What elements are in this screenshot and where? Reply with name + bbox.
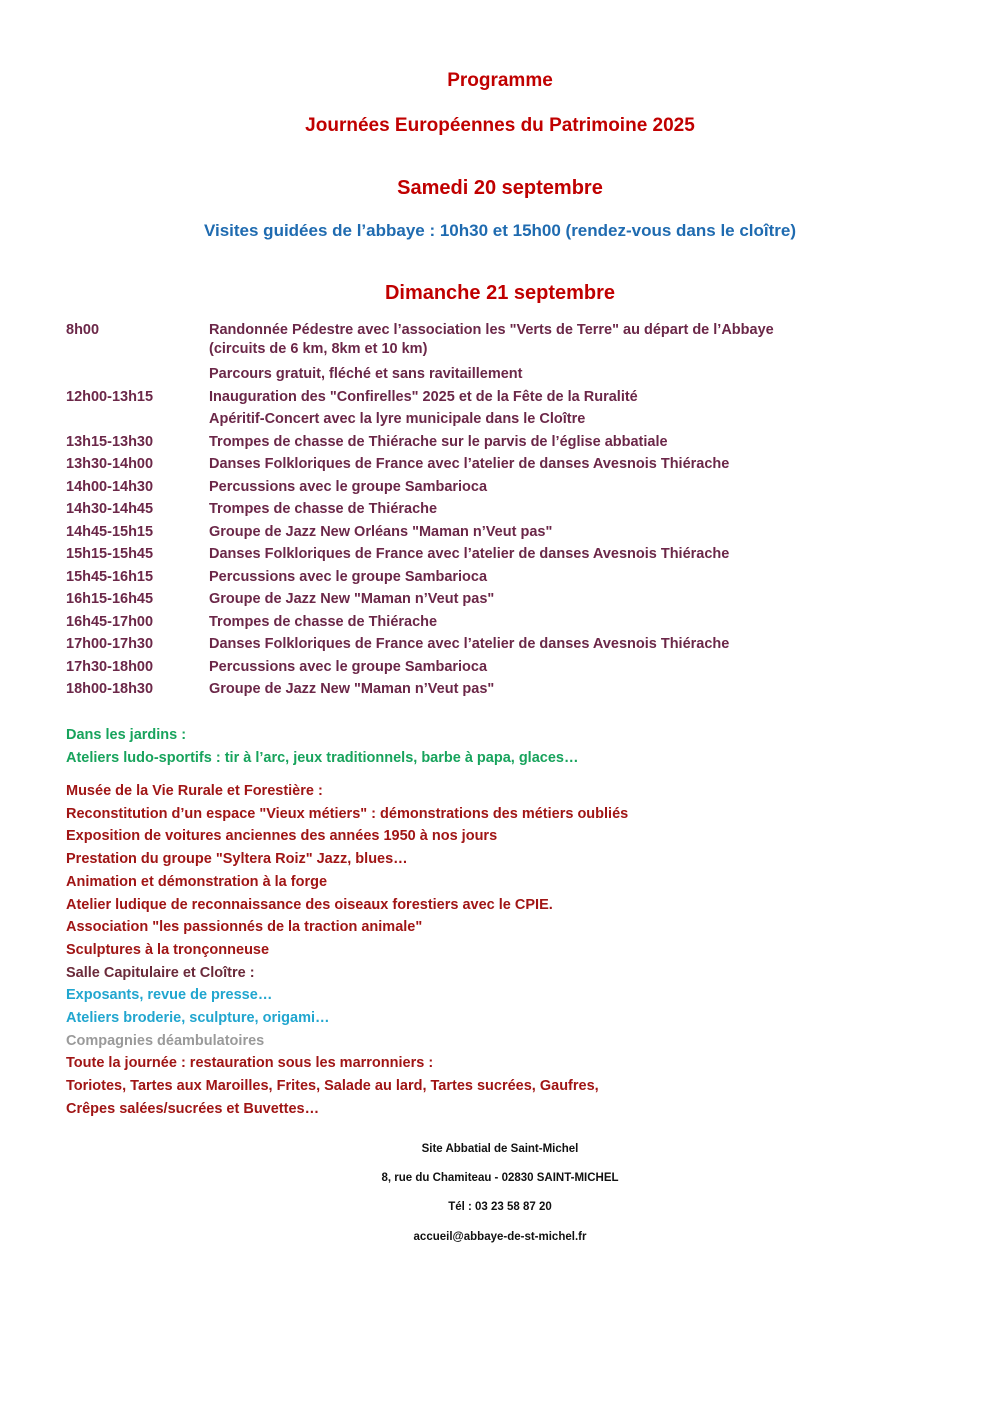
schedule-time: 18h00-18h30	[66, 681, 154, 697]
compagnies-text: Compagnies déambulatoires	[66, 1032, 265, 1049]
schedule-row	[66, 588, 926, 611]
footer-address: 8, rue du Chamiteau - 02830 SAINT-MICHEL	[381, 1172, 619, 1184]
museum-item: Animation et démonstration à la forge	[66, 873, 328, 890]
schedule-activity: Percussions avec le groupe Sambarioca	[209, 478, 488, 495]
footer-email: accueil@abbaye-de-st-michel.fr	[413, 1231, 587, 1243]
museum-item: Exposition de voitures anciennes des années 1950 à nos jours	[66, 828, 498, 845]
schedule-activity: Inauguration des "Confirelles" 2025 et de la Fête de la Ruralité	[209, 388, 638, 405]
schedule-activity: Danses Folkloriques de France avec l’atelier de danses Avesnois Thiérache	[209, 636, 730, 652]
event-subtitle: Journées Européennes du Patrimoine 2025	[305, 115, 695, 136]
schedule-row	[66, 363, 926, 386]
schedule-time: 13h30-14h00	[66, 456, 154, 472]
food-line: Crêpes salées/sucrées et Buvettes…	[66, 1100, 320, 1117]
schedule-row	[66, 321, 926, 340]
gardens-text: Ateliers ludo-sportifs : tir à l’arc, jeux traditionnels, barbe à papa, glaces…	[66, 749, 579, 766]
schedule-activity: Groupe de Jazz New "Maman n’Veut pas"	[209, 681, 495, 697]
schedule-row	[66, 476, 926, 499]
schedule-row	[66, 340, 926, 359]
saturday-visits: Visites guidées de l’abbaye : 10h30 et 15h00 (rendez-vous dans le cloître)	[203, 221, 797, 240]
schedule-row	[66, 453, 926, 476]
schedule-row	[66, 386, 926, 409]
sunday-heading: Dimanche 21 septembre	[384, 282, 616, 304]
schedule-activity: Groupe de Jazz New Orléans "Maman n’Veut pas"	[209, 523, 553, 540]
schedule-activity: Danses Folkloriques de France avec l’atelier de danses Avesnois Thiérache	[209, 456, 730, 472]
schedule-row	[66, 408, 926, 431]
schedule-time: 16h45-17h00	[66, 613, 154, 630]
schedule-activity: Percussions avec le groupe Sambarioca	[209, 568, 488, 585]
schedule-time: 17h00-17h30	[66, 636, 154, 652]
museum-section	[66, 780, 628, 1121]
museum-item: Association "les passionnés de la traction animale"	[66, 919, 423, 936]
schedule-time: 13h15-13h30	[66, 433, 154, 450]
museum-heading: Musée de la Vie Rurale et Forestière :	[66, 783, 323, 799]
schedule-activity: Randonnée Pédestre avec l’association les "Verts de Terre" au départ de l’Abbaye	[209, 322, 774, 338]
schedule-activity: Groupe de Jazz New "Maman n’Veut pas"	[209, 591, 495, 607]
gardens-section	[66, 724, 578, 769]
schedule-activity: Apéritif-Concert avec la lyre municipale dans le Cloître	[209, 411, 586, 427]
food-heading: Toute la journée : restauration sous les marronniers :	[66, 1055, 434, 1072]
capitulaire-heading: Salle Capitulaire et Cloître :	[66, 964, 255, 981]
schedule-activity: Trompes de chasse de Thiérache	[209, 501, 438, 517]
footer-phone: Tél : 03 23 58 87 20	[448, 1201, 552, 1213]
schedule-time: 12h00-13h15	[66, 388, 154, 405]
schedule-row	[66, 611, 926, 634]
museum-item: Sculptures à la tronçonneuse	[66, 941, 270, 958]
schedule-row	[66, 656, 926, 679]
schedule-time: 15h45-16h15	[66, 568, 154, 585]
schedule-time: 14h45-15h15	[66, 523, 154, 540]
schedule-activity: Trompes de chasse de Thiérache sur le parvis de l’église abbatiale	[209, 433, 668, 450]
footer-site-name: Site Abbatial de Saint-Michel	[421, 1143, 579, 1155]
museum-item: Reconstitution d’un espace "Vieux métiers" : démonstrations des métiers oubliés	[66, 805, 629, 822]
schedule-time: 14h00-14h30	[66, 478, 154, 495]
schedule-activity: Percussions avec le groupe Sambarioca	[209, 658, 488, 675]
schedule-activity: Trompes de chasse de Thiérache	[209, 613, 438, 630]
page-title: Programme	[447, 70, 553, 91]
capitulaire-item: Exposants, revue de presse…	[66, 987, 273, 1004]
museum-item: Atelier ludique de reconnaissance des oiseaux forestiers avec le CPIE.	[66, 896, 553, 913]
gardens-heading: Dans les jardins :	[66, 727, 187, 743]
museum-item: Prestation du groupe "Syltera Roiz" Jazz, blues…	[66, 851, 408, 868]
schedule-row	[66, 431, 926, 454]
saturday-heading: Samedi 20 septembre	[397, 177, 603, 199]
schedule-activity: Parcours gratuit, fléché et sans ravitaillement	[209, 366, 523, 382]
schedule-row	[66, 678, 926, 701]
schedule-time: 8h00	[66, 322, 100, 338]
schedule-row	[66, 633, 926, 656]
schedule-activity: (circuits de 6 km, 8km et 10 km)	[209, 341, 428, 357]
schedule-time: 15h15-15h45	[66, 546, 154, 562]
schedule-row	[66, 498, 926, 521]
capitulaire-item: Ateliers broderie, sculpture, origami…	[66, 1010, 330, 1027]
schedule-time: 14h30-14h45	[66, 501, 154, 517]
schedule-activity: Danses Folkloriques de France avec l’atelier de danses Avesnois Thiérache	[209, 546, 730, 562]
schedule-time: 17h30-18h00	[66, 658, 154, 675]
schedule-row	[66, 543, 926, 566]
schedule-row	[66, 521, 926, 544]
food-line: Toriotes, Tartes aux Maroilles, Frites, Salade au lard, Tartes sucrées, Gaufres,	[66, 1078, 599, 1095]
sunday-schedule	[66, 321, 926, 701]
schedule-time: 16h15-16h45	[66, 591, 154, 607]
schedule-row	[66, 566, 926, 589]
